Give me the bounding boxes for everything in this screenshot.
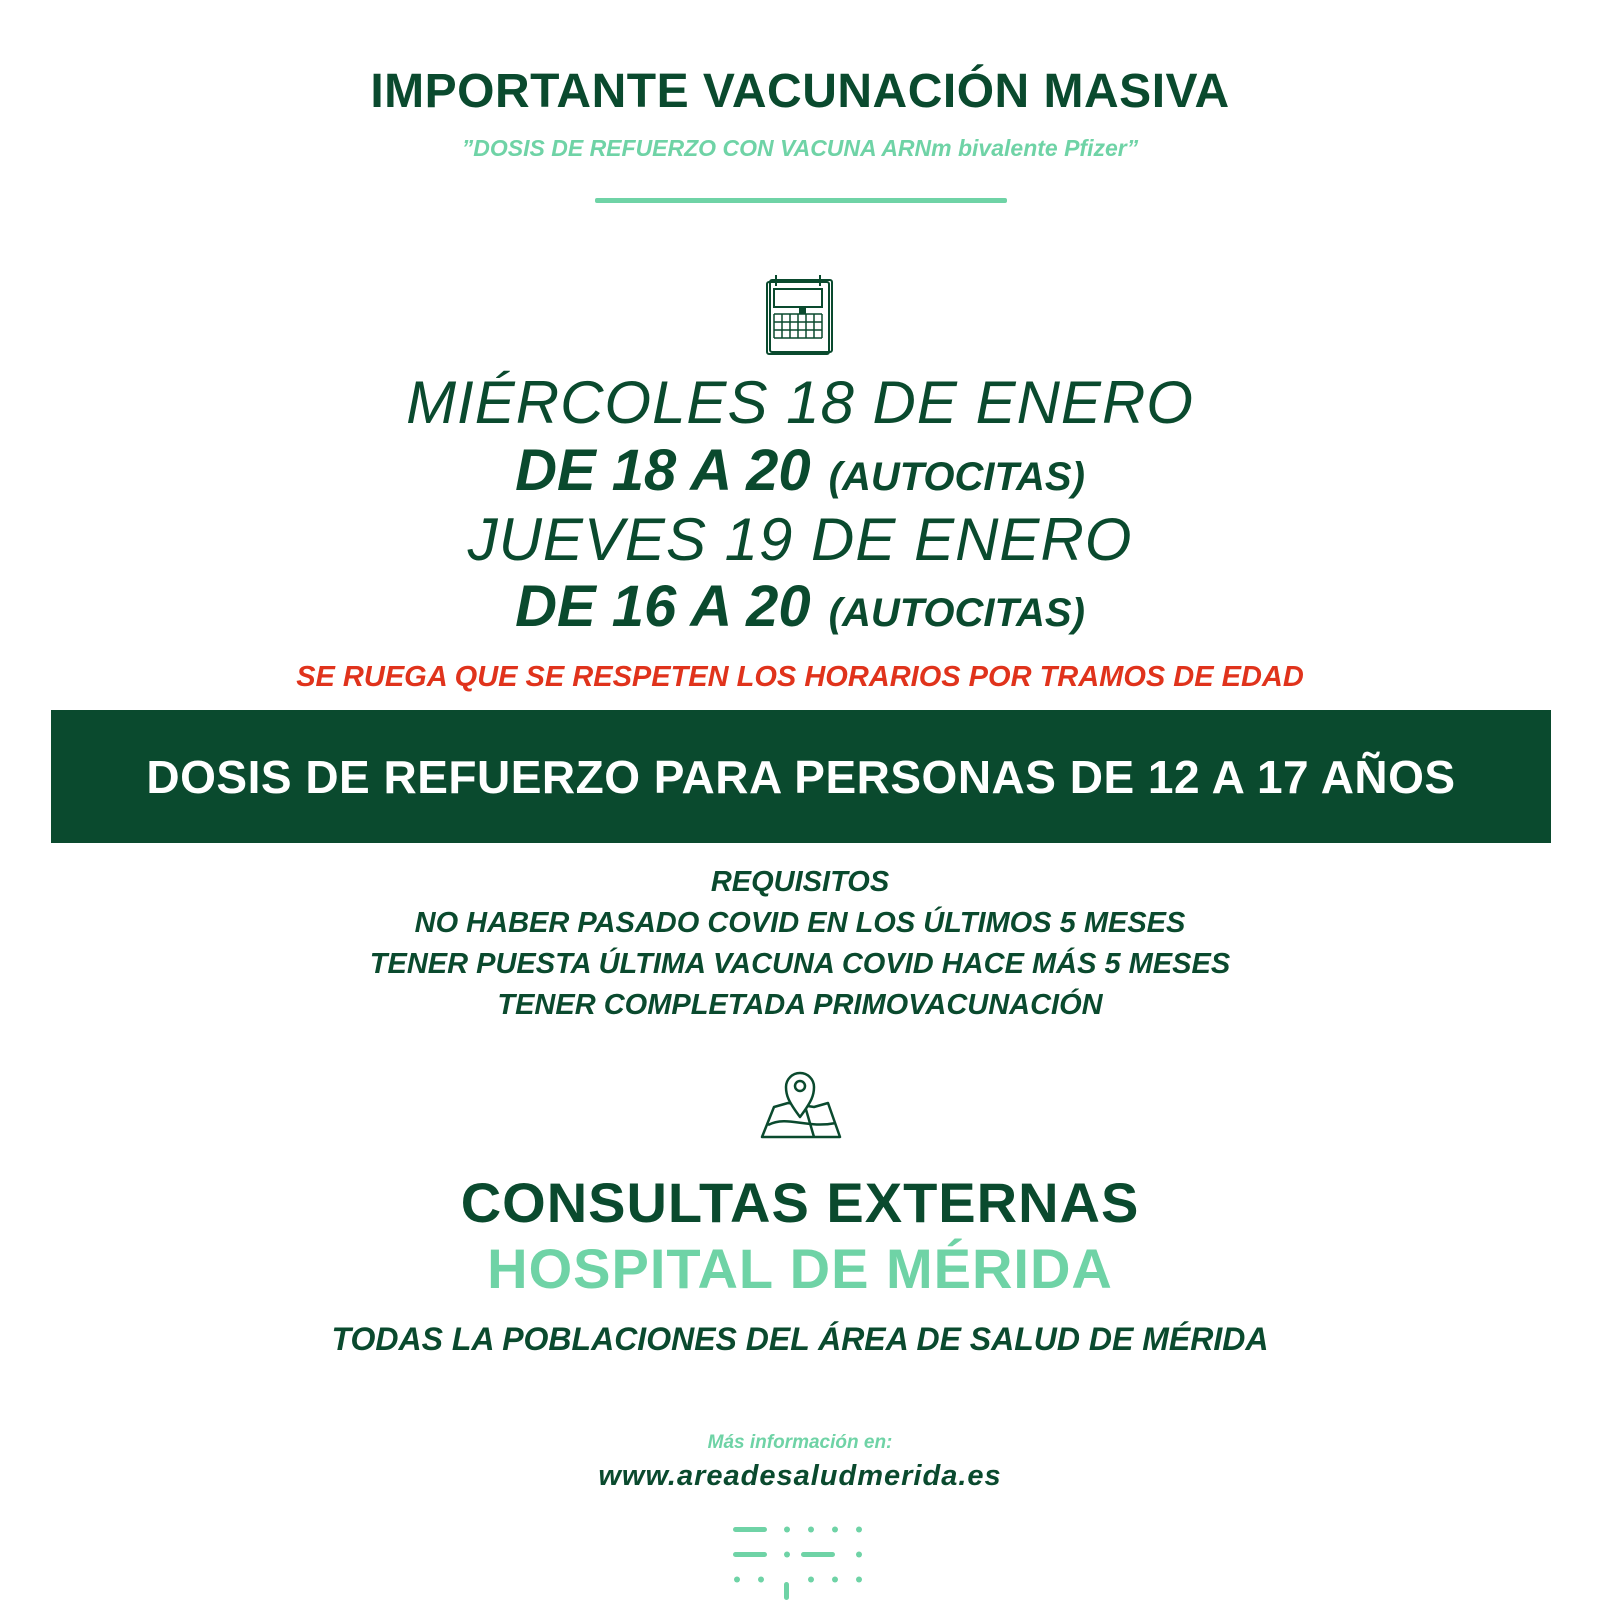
schedule-day-1: MIÉRCOLES 18 DE ENERO (406, 369, 1194, 436)
website-link[interactable]: www.areadesaludmerida.es (598, 1460, 1002, 1492)
map-pin-icon (758, 1067, 844, 1141)
dotted-logo (733, 1522, 873, 1600)
page-title: IMPORTANTE VACUNACIÓN MASIVA (370, 65, 1230, 118)
location-line-2: HOSPITAL DE MÉRIDA (487, 1237, 1113, 1300)
calendar-icon (764, 272, 838, 356)
hours-text: DE 18 A 20 (515, 438, 811, 503)
divider (595, 198, 1007, 203)
schedule-hours-1 (0, 437, 1600, 504)
requirement-item: NO HABER PASADO COVID EN LOS ÚLTIMOS 5 MESES (414, 907, 1186, 939)
target-group-banner (51, 710, 1551, 843)
schedule-hours-2 (0, 573, 1600, 640)
requirements-heading: REQUISITOS (710, 866, 890, 898)
hours-text: DE 16 A 20 (515, 574, 811, 639)
requirement-item: TENER COMPLETADA PRIMOVACUNACIÓN (497, 989, 1103, 1021)
coverage-area: TODAS LA POBLACIONES DEL ÁREA DE SALUD DE MÉRIDA (331, 1321, 1269, 1357)
autocitas-note: (AUTOCITAS) (828, 591, 1085, 635)
more-info-label: Más información en: (707, 1432, 893, 1453)
banner-text: DOSIS DE REFUERZO PARA PERSONAS DE 12 A 17 AÑOS (146, 750, 1456, 803)
requirement-item: TENER PUESTA ÚLTIMA VACUNA COVID HACE MÁS 5 MESES (369, 948, 1231, 980)
requirements-list (0, 903, 1600, 1026)
location-line-1: CONSULTAS EXTERNAS (460, 1171, 1140, 1234)
page-subtitle: ”DOSIS DE REFUERZO CON VACUNA ARNm bivalente Pfizer” (461, 135, 1139, 161)
autocitas-note: (AUTOCITAS) (828, 455, 1085, 499)
warning-text: SE RUEGA QUE SE RESPETEN LOS HORARIOS POR TRAMOS DE EDAD (296, 661, 1304, 693)
schedule-day-2: JUEVES 19 DE ENERO (467, 506, 1133, 573)
